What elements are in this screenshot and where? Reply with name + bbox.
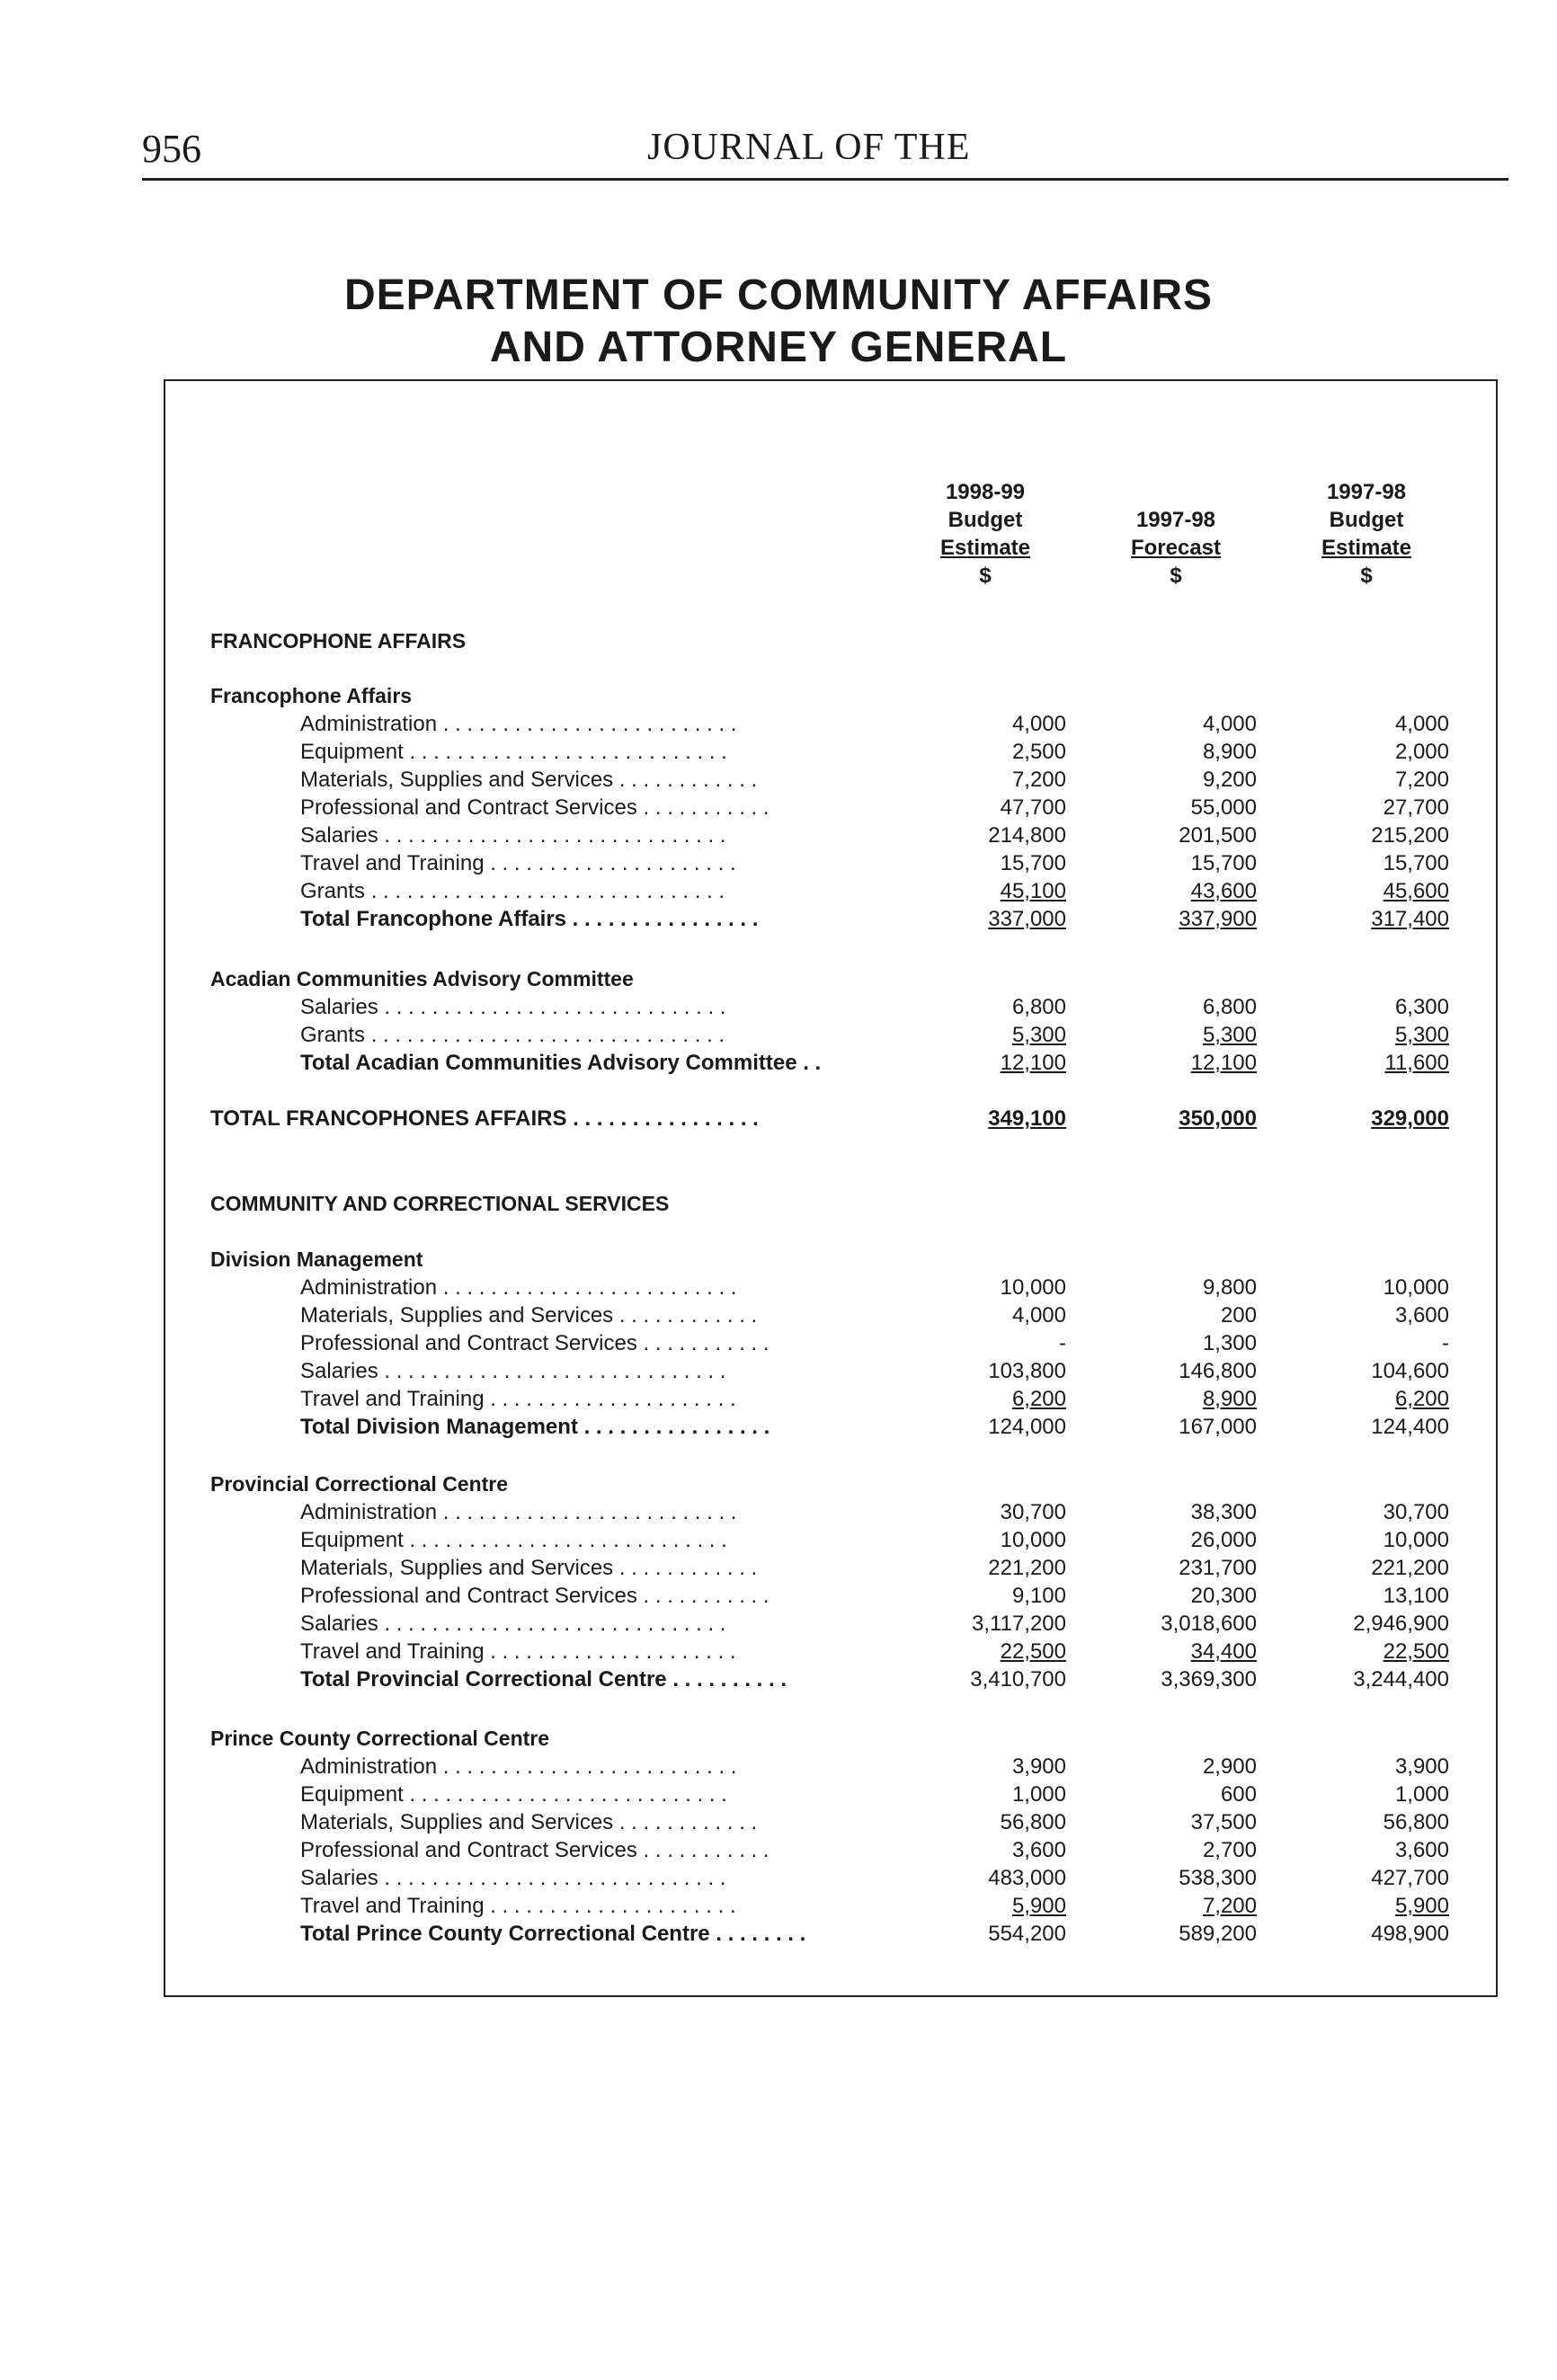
- total-row-provincial-correctional: Total Provincial Correctional Centre . . . . . . . . . . 3,410,700 3,369,300 3,244,400: [300, 1667, 1449, 1692]
- table-row: Salaries . . . . . . . . . . . . . . . . . . . . . . . . . . . . . 483,000 538,300 427,700: [300, 1866, 1449, 1890]
- table-row: Grants . . . . . . . . . . . . . . . . . . . . . . . . . . . . . . 5,300 5,300 5,300: [300, 1023, 1449, 1047]
- table-row: Equipment . . . . . . . . . . . . . . . . . . . . . . . . . . . 1,000 600 1,000: [300, 1782, 1449, 1807]
- table-row: Salaries . . . . . . . . . . . . . . . . . . . . . . . . . . . . . 214,800 201,500 215,200: [300, 823, 1449, 848]
- section-community-correctional: COMMUNITY AND CORRECTIONAL SERVICES: [210, 1192, 670, 1215]
- column-header-1997-98-estimate: 1997-98 Budget Estimate $: [1321, 480, 1412, 588]
- column-header-1998-99-estimate: 1998-99 Budget Estimate $: [939, 480, 1031, 588]
- table-row: Equipment . . . . . . . . . . . . . . . . . . . . . . . . . . . 2,500 8,900 2,000: [300, 740, 1449, 764]
- table-row: Professional and Contract Services . . . . . . . . . . . 9,100 20,300 13,100: [300, 1584, 1449, 1608]
- group-francophone-affairs: Francophone Affairs: [210, 684, 413, 707]
- page-number: 956: [142, 127, 201, 171]
- journal-title: JOURNAL OF THE: [647, 127, 971, 168]
- total-row-francophone-affairs: Total Francophone Affairs . . . . . . . . . . . . . . . . 337,000 337,900 317,400: [300, 907, 1449, 931]
- table-row: Administration . . . . . . . . . . . . . . . . . . . . . . . . . 3,900 2,900 3,900: [300, 1754, 1449, 1779]
- department-title: [0, 270, 1557, 374]
- total-row-division-management: Total Division Management . . . . . . . . . . . . . . . . 124,000 167,000 124,400: [300, 1415, 1449, 1439]
- group-division-management: Division Management: [210, 1248, 423, 1271]
- group-prince-county-correctional: Prince County Correctional Centre: [210, 1727, 550, 1750]
- group-provincial-correctional: Provincial Correctional Centre: [210, 1472, 509, 1496]
- table-row: Salaries . . . . . . . . . . . . . . . . . . . . . . . . . . . . . 6,800 6,800 6,300: [300, 995, 1449, 1019]
- table-row: Materials, Supplies and Services . . . . . . . . . . . . 56,800 37,500 56,800: [300, 1810, 1449, 1834]
- table-row: Administration . . . . . . . . . . . . . . . . . . . . . . . . . 4,000 4,000 4,000: [300, 712, 1449, 736]
- group-acadian-communities: Acadian Communities Advisory Committee: [210, 967, 634, 990]
- column-header-1997-98-forecast: 1997-98 Forecast $: [1130, 508, 1222, 588]
- department-title-line2: AND ATTORNEY GENERAL: [489, 324, 1068, 371]
- section-francophone-affairs: FRANCOPHONE AFFAIRS: [210, 629, 467, 653]
- table-row: Materials, Supplies and Services . . . . . . . . . . . . 221,200 231,700 221,200: [300, 1556, 1449, 1580]
- table-row: Administration . . . . . . . . . . . . . . . . . . . . . . . . . 30,700 38,300 30,700: [300, 1500, 1449, 1524]
- table-row: Travel and Training . . . . . . . . . . . . . . . . . . . . . 6,200 8,900 6,200: [300, 1387, 1449, 1411]
- table-row: Equipment . . . . . . . . . . . . . . . . . . . . . . . . . . . 10,000 26,000 10,000: [300, 1528, 1449, 1552]
- grand-total-francophones-affairs: TOTAL FRANCOPHONES AFFAIRS . . . . . . . . . . . . . . . . 349,100 350,000 329,000: [210, 1106, 1449, 1131]
- table-row: Travel and Training . . . . . . . . . . . . . . . . . . . . . 5,900 7,200 5,900: [300, 1894, 1449, 1918]
- table-row: Travel and Training . . . . . . . . . . . . . . . . . . . . . 15,700 15,700 15,700: [300, 851, 1449, 875]
- table-row: Professional and Contract Services . . . . . . . . . . . - 1,300 -: [300, 1331, 1449, 1355]
- table-row: Professional and Contract Services . . . . . . . . . . . 3,600 2,700 3,600: [300, 1838, 1449, 1862]
- table-row: Travel and Training . . . . . . . . . . . . . . . . . . . . . 22,500 34,400 22,500: [300, 1639, 1449, 1664]
- total-row-prince-county-correctional: Total Prince County Correctional Centre . . . . . . . . 554,200 589,200 498,900: [300, 1922, 1449, 1946]
- table-row: Grants . . . . . . . . . . . . . . . . . . . . . . . . . . . . . . 45,100 43,600 45,600: [300, 879, 1449, 903]
- table-row: Salaries . . . . . . . . . . . . . . . . . . . . . . . . . . . . . 103,800 146,800 104,600: [300, 1359, 1449, 1383]
- table-row: Materials, Supplies and Services . . . . . . . . . . . . 7,200 9,200 7,200: [300, 768, 1449, 792]
- page-header: [142, 126, 1508, 181]
- table-row: Professional and Contract Services . . . . . . . . . . . 47,700 55,000 27,700: [300, 795, 1449, 820]
- table-row: Salaries . . . . . . . . . . . . . . . . . . . . . . . . . . . . . 3,117,200 3,018,600 2,946,900: [300, 1612, 1449, 1636]
- total-row-acadian-communities: Total Acadian Communities Advisory Committee . . 12,100 12,100 11,600: [300, 1051, 1449, 1075]
- table-row: Administration . . . . . . . . . . . . . . . . . . . . . . . . . 10,000 9,800 10,000: [300, 1275, 1449, 1300]
- department-title-line1: DEPARTMENT OF COMMUNITY AFFAIRS: [343, 271, 1214, 319]
- table-row: Materials, Supplies and Services . . . . . . . . . . . . 4,000 200 3,600: [300, 1303, 1449, 1328]
